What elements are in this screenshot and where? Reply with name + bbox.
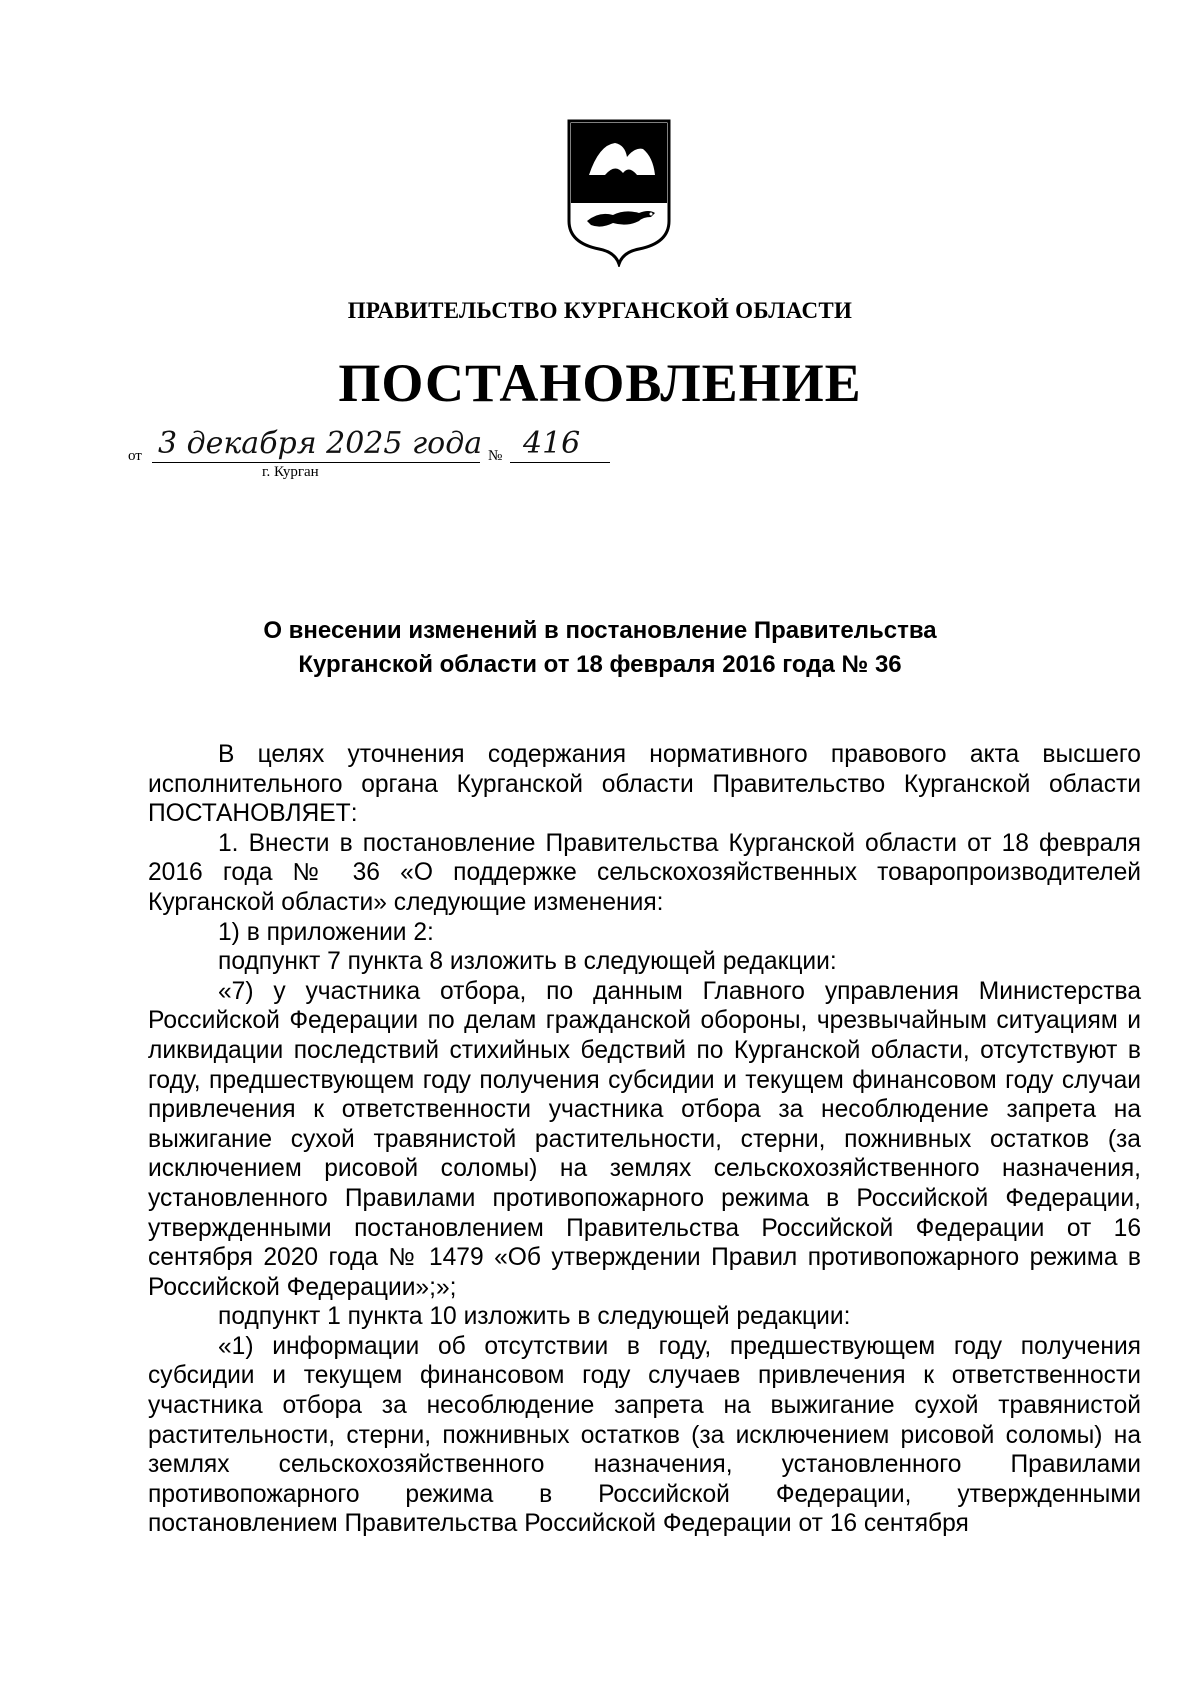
clause-1-paragraph: 1. Внести в постановление Правительства Курганской области от 18 февраля 2016 года № 36 «О поддержке сельскохозяйственных товаропроизводителей Курганской области» следующие изменения: xyxy=(148,829,1141,916)
government-name: ПРАВИТЕЛЬСТВО КУРГАНСКОЙ ОБЛАСТИ xyxy=(347,298,853,323)
number-underline xyxy=(510,462,610,463)
subclause-7-text: «7) у участника отбора, по данным Главного управления Министерства Российской Федерации по делам гражданской обороны, чрезвычайным ситуациям и ликвидации последствий стихийных бедствий по Курганской области, отсутствуют в году, предшествующем году получения субсидии и текущем финансовом году случаи привлечения к ответственности участника отбора за несоблюдение запрета на выжигание сухой травянистой растительности, стерни, пожнивных остатков (за исключением рисовой соломы) на землях сельскохозяйственного назначения, установленного Правилами противопожарного режима в Российской Федерации, утвержденными постановлением Правительства Российской Федерации от 16 сентября 2020 года № 1479 «Об утверждении Правил противопожарного режима в Российской Федерации»;»; xyxy=(148,977,1141,1301)
subclause-7-intro: подпункт 7 пункта 8 изложить в следующей редакции: xyxy=(218,948,837,976)
title-line-2: Курганской области от 18 февраля 2016 года № 36 xyxy=(298,651,902,678)
document-body xyxy=(148,740,1141,1539)
kurgan-coat-of-arms-icon xyxy=(565,117,673,267)
document-title xyxy=(0,614,1200,682)
city-label: г. Курган xyxy=(262,464,319,480)
date-underline xyxy=(152,462,480,463)
coat-of-arms-icon xyxy=(565,117,673,267)
title-line-1: О внесении изменений в постановление Правительства xyxy=(263,617,937,644)
number-handwritten: 416 xyxy=(523,426,581,461)
subclause-1-intro: подпункт 1 пункта 10 изложить в следующей редакции: xyxy=(218,1303,851,1331)
appendix-2-paragraph: 1) в приложении 2: xyxy=(218,918,434,946)
date-handwritten: 3 декабря 2025 года xyxy=(158,426,483,461)
from-label: от xyxy=(128,448,142,464)
number-label: № xyxy=(488,448,503,464)
document-type-heading: ПОСТАНОВЛЕНИЕ xyxy=(338,353,862,413)
date-number-line xyxy=(128,426,648,500)
subclause-1-text: «1) информации об отсутствии в году, предшествующем году получения субсидии и текущем финансовом году случаев привлечения к ответственности участника отбора за несоблюдение запрета на выжигание сухой травянистой растительности, стерни, пожнивных остатков (за исключением рисовой соломы) на землях сельскохозяйственного назначения, установленного Правилами противопожарного режима в Российской Федерации, утвержденными постановлением Правительства Российской Федерации от 16 сентября xyxy=(148,1332,1141,1538)
preamble-paragraph: В целях уточнения содержания нормативного правового акта высшего исполнительного органа Курганской области Правительство Курганской области ПОСТАНОВЛЯЕТ: xyxy=(148,741,1141,828)
